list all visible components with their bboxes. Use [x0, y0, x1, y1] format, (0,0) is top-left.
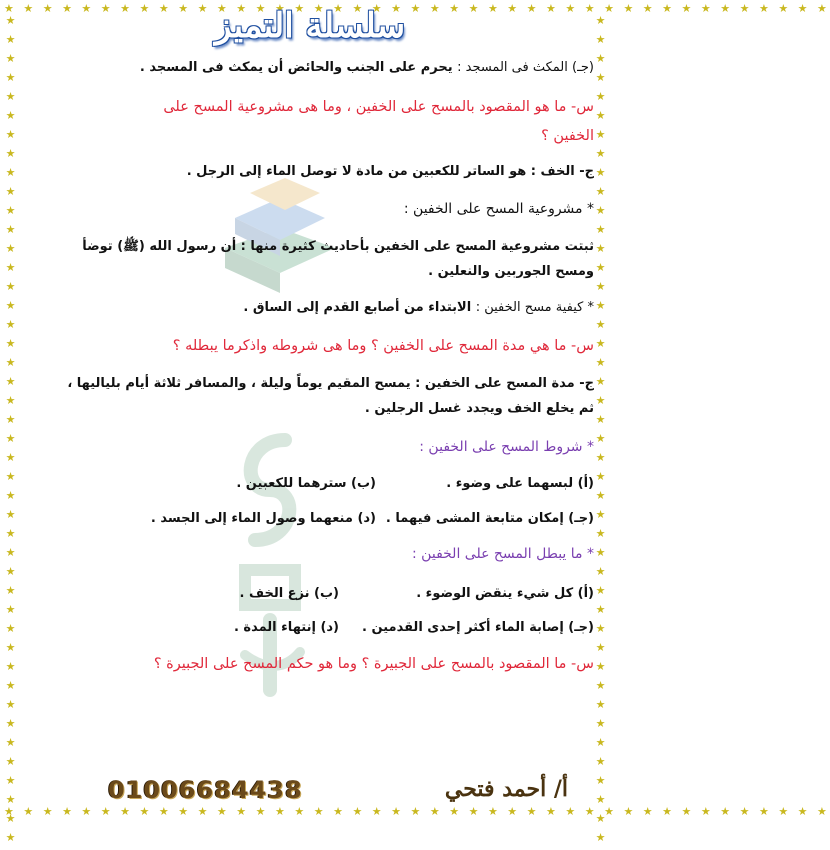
star-border-right: ★★★★★★★★★★★★★★★★★★★★★★★★★★★★★★★★★★★★★★★★★★★★: [594, 14, 607, 850]
legitimacy-text-2: ومسح الجوربين والنعلين .: [428, 264, 594, 279]
answer-2-line-1: ج- مدة المسح على الخفين : يمسح المقيم يوماً وليلة ، والمسافر ثلاثة أيام بلياليها ،: [67, 376, 594, 391]
invalidators-heading: * ما يبطل المسح على الخفين :: [412, 546, 594, 562]
method-line: * كيفية مسح الخفين : الابتداء من أصابع القدم إلى الساق .: [243, 300, 594, 315]
mosque-stay-rule: (جـ) المكث فى المسجد : يحرم على الجنب والحائض أن يمكث فى المسجد .: [139, 60, 594, 75]
condition-c: (جـ) إمكان متابعة المشى فيهما .: [385, 511, 594, 526]
answer-1: ج- الخف : هو الساتر للكعبين من مادة لا توصل الماء إلى الرجل .: [186, 164, 594, 179]
invalidator-a: (أ) كل شيء ينقض الوضوء .: [416, 586, 594, 601]
question-3: س- ما المقصود بالمسح على الجبيرة ؟ وما هو حكم المسح على الجبيرة ؟: [153, 656, 594, 672]
star-border-left: ★★★★★★★★★★★★★★★★★★★★★★★★★★★★★★★★★★★★★★★★★★★★: [4, 14, 17, 850]
answer-2-line-2: ثم يخلع الخف ويجدد غسل الرجلين .: [364, 401, 594, 416]
question-1-line-1: س- ما هو المقصود بالمسح على الخفين ، وما هى مشروعية المسح على: [163, 99, 594, 115]
legitimacy-heading: * مشروعية المسح على الخفين :: [403, 201, 594, 217]
condition-a: (أ) لبسهما على وضوء .: [446, 476, 594, 491]
star-border-top: ★ ★ ★ ★ ★ ★ ★ ★ ★ ★ ★ ★ ★ ★ ★ ★ ★ ★ ★ ★ ★ ★ ★ ★ ★ ★ ★ ★ ★ ★ ★ ★ ★ ★ ★ ★ ★ ★ ★ ★ ★ ★ ★: [4, 2, 830, 15]
conditions-heading: * شروط المسح على الخفين :: [419, 439, 594, 455]
condition-b: (ب) سترهما للكعبين .: [236, 476, 376, 491]
footer-phone-number: 01006684438: [108, 776, 303, 804]
star-border-bottom: ★ ★ ★ ★ ★ ★ ★ ★ ★ ★ ★ ★ ★ ★ ★ ★ ★ ★ ★ ★ ★ ★ ★ ★ ★ ★ ★ ★ ★ ★ ★ ★ ★ ★ ★ ★ ★ ★ ★ ★ ★ ★ ★: [4, 805, 830, 818]
footer-author-name: أ/ أحمد فتحي: [444, 776, 568, 802]
lesson-content: [22, 56, 594, 696]
invalidator-b: (ب) نزع الخف .: [239, 586, 339, 601]
question-1-line-2: الخفين ؟: [541, 128, 594, 144]
series-title: سلسلة التميز: [214, 6, 406, 46]
legitimacy-text-1: ثبتت مشروعية المسح على الخفين بأحاديث كثيرة منها : أن رسول الله (ﷺ) توضأ: [82, 239, 594, 254]
invalidator-c: (جـ) إصابة الماء أكثر إحدى القدمين .: [362, 620, 594, 635]
question-2: س- ما هي مدة المسح على الخفين ؟ وما هى شروطه واذكرما يبطله ؟: [172, 338, 594, 354]
invalidator-d: (د) إنتهاء المدة .: [233, 620, 339, 635]
condition-d: (د) منعهما وصول الماء إلى الجسد .: [150, 511, 376, 526]
